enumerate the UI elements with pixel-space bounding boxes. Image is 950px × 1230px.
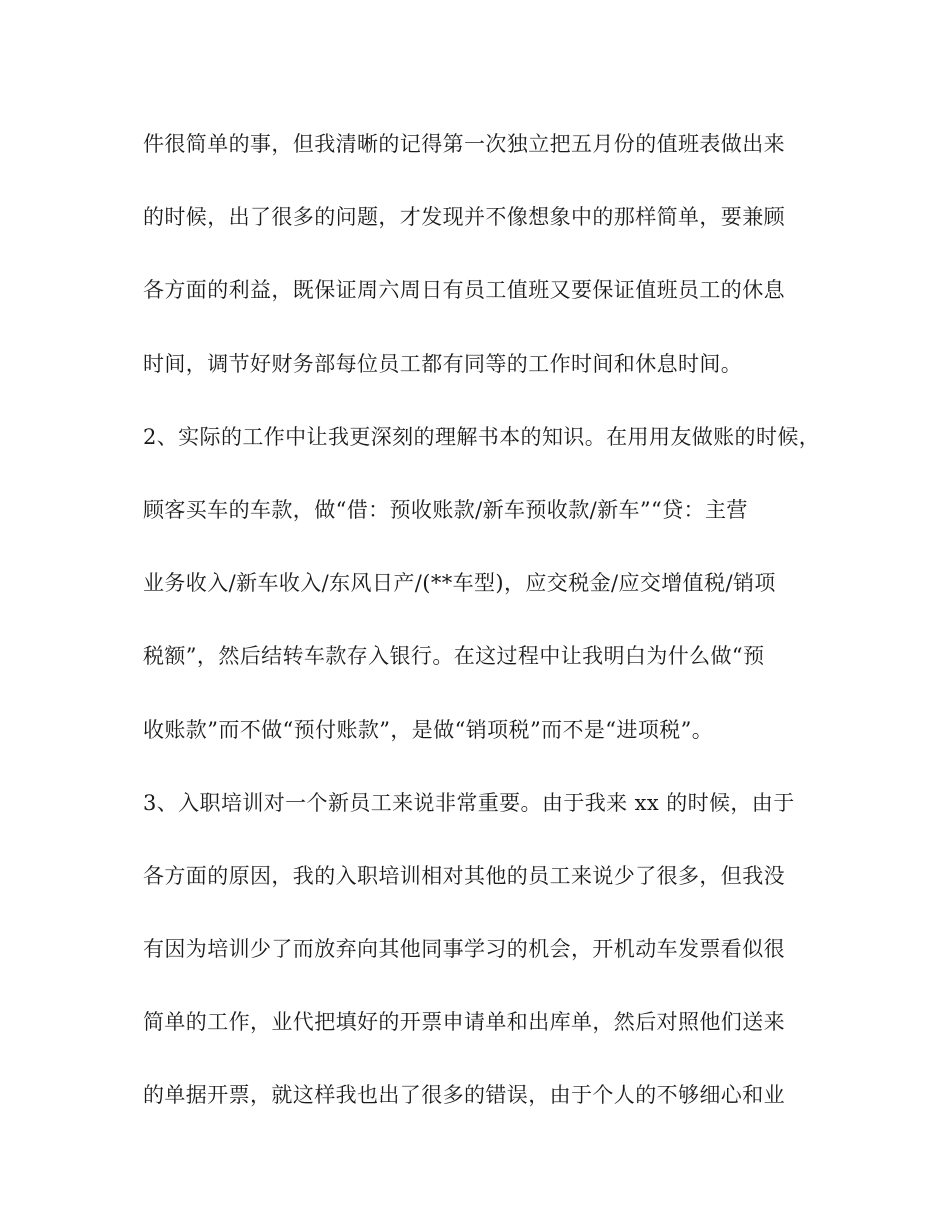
body-text (143, 118, 843, 1143)
text-line: 的时候，出了很多的问题，才发现并不像想象中的那样简单，要兼顾 (143, 205, 785, 230)
text-line: 顾客买车的车款，做“借：预收账款/新车预收款/新车”“贷：主营 (143, 497, 748, 522)
text-line: 时间，调节好财务部每位员工都有同等的工作时间和休息时间。 (143, 351, 743, 376)
text-line: 的单据开票，就这样我也出了很多的错误，由于个人的不够细心和业 (143, 1083, 785, 1108)
text-line: 税额”，然后结转车款存入银行。在这过程中让我明白为什么做“预 (143, 644, 765, 669)
text-line: 3、入职培训对一个新员工来说非常重要。由于我来 xx 的时候，由于 (143, 790, 795, 815)
text-line: 简单的工作，业代把填好的开票申请单和出库单，然后对照他们送来 (143, 1010, 785, 1035)
text-line: 收账款”而不做“预付账款”，是做“销项税”而不是“进项税”。 (143, 717, 714, 742)
text-line: 有因为培训少了而放弃向其他同事学习的机会，开机动车发票看似很 (143, 937, 785, 962)
text-line: 业务收入/新车收入/东风日产/(**车型)，应交税金/应交增值税/销项 (143, 571, 776, 596)
text-line: 各方面的原因，我的入职培训相对其他的员工来说少了很多，但我没 (143, 863, 785, 888)
text-line: 件很简单的事，但我清晰的记得第一次独立把五月份的值班表做出来 (143, 132, 785, 156)
text-line: 2、实际的工作中让我更深刻的理解书本的知识。在用用友做账的时候， (143, 424, 821, 449)
text-line: 各方面的利益，既保证周六周日有员工值班又要保证值班员工的休息 (143, 278, 785, 303)
